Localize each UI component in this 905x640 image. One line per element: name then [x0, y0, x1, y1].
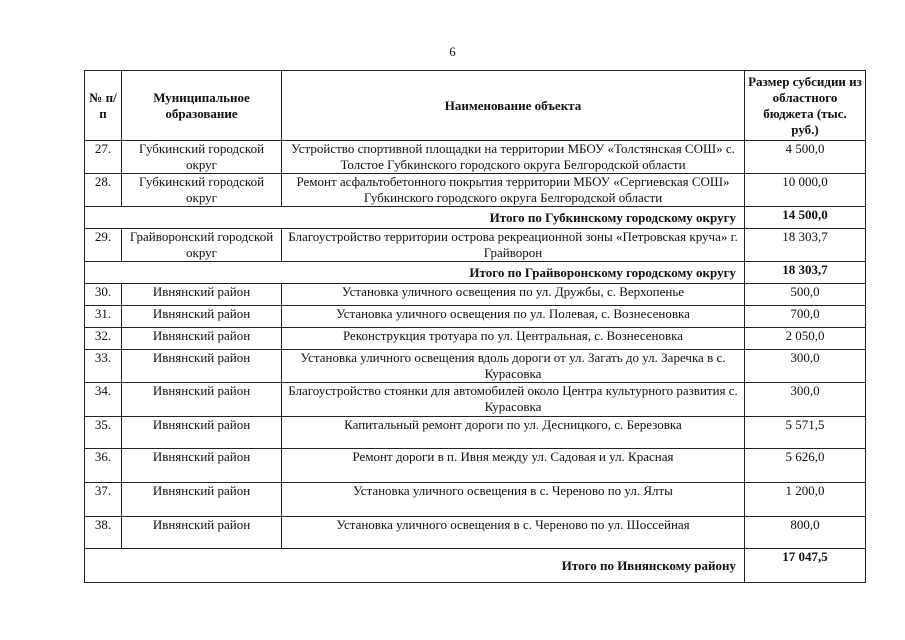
row-num: 35.: [85, 417, 122, 449]
row-num: 38.: [85, 517, 122, 549]
total-row: [85, 207, 866, 229]
row-municipality: Ивнянский район: [122, 328, 282, 350]
row-object: Ремонт асфальтобетонного покрытия территории МБОУ «Сергиевская СОШ» Губкинского городского округа Белгородской области: [282, 174, 745, 207]
header-amount: Размер субсидии из областного бюджета (тыс. руб.): [745, 71, 866, 141]
row-amount: 2 050,0: [745, 328, 866, 350]
total-row: [85, 549, 866, 583]
row-municipality: Губкинский городской округ: [122, 174, 282, 207]
total-row: [85, 262, 866, 284]
total-label: Итого по Грайворонскому городскому округу: [85, 262, 745, 284]
row-amount: 800,0: [745, 517, 866, 549]
row-num: 31.: [85, 306, 122, 328]
row-amount: 500,0: [745, 284, 866, 306]
table-row: [85, 141, 866, 174]
row-amount: 300,0: [745, 383, 866, 417]
row-municipality: Губкинский городской округ: [122, 141, 282, 174]
header-num: № п/п: [85, 71, 122, 141]
table-row: [85, 417, 866, 449]
table-row: [85, 517, 866, 549]
row-object: Установка уличного освещения в с. Череново по ул. Ялты: [282, 483, 745, 517]
table-row: [85, 306, 866, 328]
row-object: Ремонт дороги в п. Ивня между ул. Садовая и ул. Красная: [282, 449, 745, 483]
row-num: 28.: [85, 174, 122, 207]
row-object: Установка уличного освещения в с. Череново по ул. Шоссейная: [282, 517, 745, 549]
row-municipality: Ивнянский район: [122, 517, 282, 549]
row-object: Благоустройство территории острова рекреационной зоны «Петровская круча» г. Грайворон: [282, 229, 745, 262]
row-object: Установка уличного освещения по ул. Полевая, с. Вознесеновка: [282, 306, 745, 328]
table-row: [85, 483, 866, 517]
row-object: Устройство спортивной площадки на территории МБОУ «Толстянская СОШ» с. Толстое Губкинского городского округа Белгородской области: [282, 141, 745, 174]
table-row: [85, 383, 866, 417]
row-num: 37.: [85, 483, 122, 517]
table-row: [85, 449, 866, 483]
row-amount: 4 500,0: [745, 141, 866, 174]
row-num: 34.: [85, 383, 122, 417]
header-municipality: Муниципальное образование: [122, 71, 282, 141]
row-object: Установка уличного освещения вдоль дороги от ул. Загать до ул. Заречка в с. Курасовка: [282, 350, 745, 383]
row-amount: 18 303,7: [745, 229, 866, 262]
row-municipality: Ивнянский район: [122, 417, 282, 449]
total-amount: 14 500,0: [745, 207, 866, 229]
table-row: [85, 350, 866, 383]
row-amount: 5 626,0: [745, 449, 866, 483]
total-amount: 18 303,7: [745, 262, 866, 284]
row-municipality: Ивнянский район: [122, 284, 282, 306]
row-object: Капитальный ремонт дороги по ул. Десницкого, с. Березовка: [282, 417, 745, 449]
row-municipality: Ивнянский район: [122, 383, 282, 417]
row-amount: 300,0: [745, 350, 866, 383]
row-amount: 10 000,0: [745, 174, 866, 207]
row-num: 27.: [85, 141, 122, 174]
page-number: 6: [449, 44, 456, 59]
row-object: Благоустройство стоянки для автомобилей около Центра культурного развития с. Курасовка: [282, 383, 745, 417]
row-object: Реконструкция тротуара по ул. Центральная, с. Вознесеновка: [282, 328, 745, 350]
table-row: [85, 174, 866, 207]
row-municipality: Грайворонский городской округ: [122, 229, 282, 262]
subsidy-table: [84, 70, 866, 583]
row-amount: 700,0: [745, 306, 866, 328]
row-object: Установка уличного освещения по ул. Дружбы, с. Верхопенье: [282, 284, 745, 306]
row-num: 32.: [85, 328, 122, 350]
total-label: Итого по Губкинскому городскому округу: [85, 207, 745, 229]
row-num: 33.: [85, 350, 122, 383]
table-header-row: [85, 71, 866, 141]
row-num: 30.: [85, 284, 122, 306]
row-amount: 5 571,5: [745, 417, 866, 449]
row-municipality: Ивнянский район: [122, 306, 282, 328]
total-label: Итого по Ивнянскому району: [85, 549, 745, 583]
header-object: Наименование объекта: [282, 71, 745, 141]
total-amount: 17 047,5: [745, 549, 866, 583]
row-municipality: Ивнянский район: [122, 449, 282, 483]
row-amount: 1 200,0: [745, 483, 866, 517]
row-num: 29.: [85, 229, 122, 262]
table-row: [85, 229, 866, 262]
row-municipality: Ивнянский район: [122, 483, 282, 517]
row-num: 36.: [85, 449, 122, 483]
row-municipality: Ивнянский район: [122, 350, 282, 383]
table-row: [85, 284, 866, 306]
table-row: [85, 328, 866, 350]
